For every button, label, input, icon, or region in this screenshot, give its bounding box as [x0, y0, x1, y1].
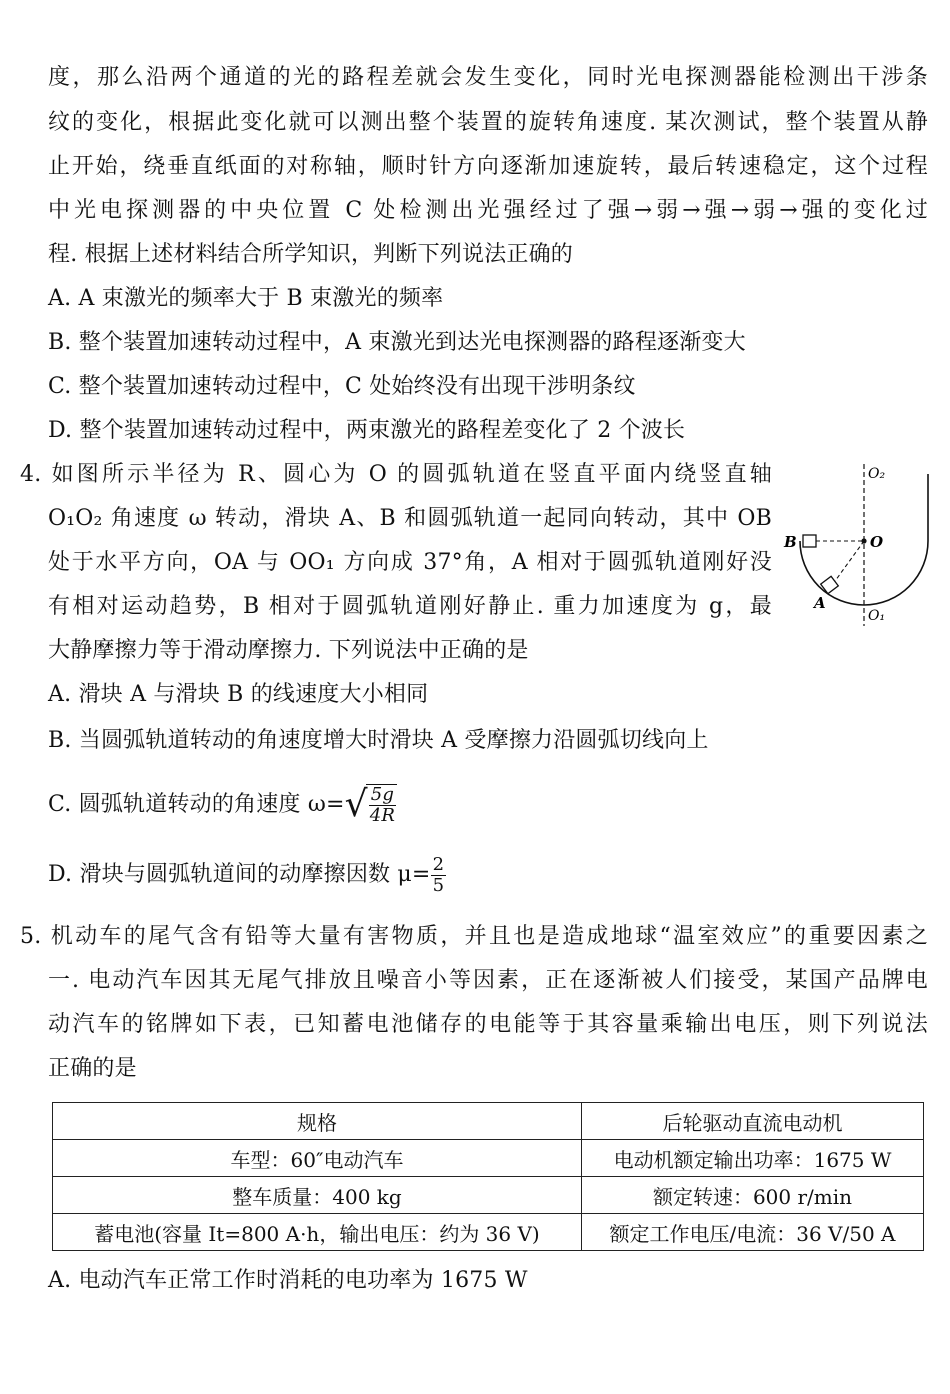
- q3-option-c: C. 整个装置加速转动过程中，C 处始终没有出现干涉明条纹: [48, 374, 636, 399]
- omega-fraction-denominator: 4R: [369, 805, 396, 826]
- q4-line-2: O₁O₂ 角速度 ω 转动，滑块 A、B 和圆弧轨道一起同向转动，其中 OB: [48, 506, 772, 531]
- intro-line-3: 止开始，绕垂直纸面的对称轴，顺时针方向逐渐加速旋转，最后转速稳定，这个过程: [48, 154, 928, 179]
- table-cell: 整车质量：400 kg: [53, 1177, 582, 1214]
- q4-option-d: [48, 852, 928, 898]
- label-A: A: [814, 594, 826, 612]
- table-row: [53, 1177, 924, 1214]
- q4-option-d-prefix: D. 滑块与圆弧轨道间的动摩擦因数 μ=: [48, 862, 431, 887]
- ev-spec-table: [52, 1102, 924, 1251]
- table-row: [53, 1140, 924, 1177]
- table-row: [53, 1214, 924, 1251]
- q5-line-1: 5. 机动车的尾气含有铅等大量有害物质，并且也是造成地球“温室效应”的重要因素之: [20, 924, 928, 949]
- intro-line-2: 纹的变化，根据此变化就可以测出整个装置的旋转角速度. 某次测试，整个装置从静: [48, 110, 928, 135]
- table-cell: 电动机额定输出功率：1675 W: [582, 1140, 924, 1177]
- mu-fraction-numerator: 2: [432, 853, 445, 875]
- q5-line-3: 动汽车的铭牌如下表，已知蓄电池储存的电能等于其容量乘输出电压，则下列说法: [48, 1012, 928, 1037]
- intro-line-4: 中光电探测器的中央位置 C 处检测出光强经过了强→弱→强→弱→强的变化过: [48, 198, 928, 223]
- table-cell: 额定工作电压/电流：36 V/50 A: [582, 1214, 924, 1251]
- table-cell: 额定转速：600 r/min: [582, 1177, 924, 1214]
- intro-line-5: 程. 根据上述材料结合所学知识，判断下列说法正确的: [48, 242, 573, 267]
- q4-option-c: [48, 782, 928, 828]
- q4-option-c-prefix: C. 圆弧轨道转动的角速度 ω=: [48, 792, 345, 817]
- table-header-motor: 后轮驱动直流电动机: [582, 1103, 924, 1140]
- intro-line-1: 度，那么沿两个通道的光的路程差就会发生变化，同时光电探测器能检测出干涉条: [48, 65, 928, 90]
- q5-option-a: A. 电动汽车正常工作时消耗的电功率为 1675 W: [48, 1268, 528, 1293]
- table-header-spec: 规格: [53, 1103, 582, 1140]
- omega-fraction-numerator: 5g: [370, 784, 395, 805]
- label-O: O: [870, 533, 884, 551]
- label-B: B: [784, 533, 797, 551]
- q4-line-3: 处于水平方向，OA 与 OO₁ 方向成 37°角，A 相对于圆弧轨道刚好没: [48, 550, 772, 575]
- label-O1: O₁: [868, 608, 886, 624]
- sqrt-expression: [345, 784, 398, 826]
- arc-track-diagram: [784, 460, 936, 630]
- block-B: [803, 535, 816, 547]
- table-cell: 车型：60″电动汽车: [53, 1140, 582, 1177]
- mu-fraction-denominator: 5: [432, 874, 445, 896]
- table-cell: 蓄电池(容量 It=800 A·h，输出电压：约为 36 V): [53, 1214, 582, 1251]
- q4-option-b: B. 当圆弧轨道转动的角速度增大时滑块 A 受摩擦力沿圆弧切线向上: [48, 728, 709, 753]
- radical-sign: √: [344, 784, 368, 825]
- q4-line-5: 大静摩擦力等于滑动摩擦力. 下列说法中正确的是: [48, 638, 529, 663]
- q3-option-a: A. A 束激光的频率大于 B 束激光的频率: [48, 286, 444, 311]
- q4-line-1: 4. 如图所示半径为 R、圆心为 O 的圆弧轨道在竖直平面内绕竖直轴: [20, 462, 772, 487]
- q5-line-4: 正确的是: [48, 1056, 137, 1081]
- q5-line-2: 一. 电动汽车因其无尾气排放且噪音小等因素，正在逐渐被人们接受，某国产品牌电: [48, 968, 928, 993]
- q4-option-a: A. 滑块 A 与滑块 B 的线速度大小相同: [48, 682, 429, 707]
- q3-option-d: D. 整个装置加速转动过程中，两束激光的路程差变化了 2 个波长: [48, 418, 686, 443]
- table-row: [53, 1103, 924, 1140]
- label-O2: O₂: [868, 466, 886, 482]
- q3-option-b: B. 整个装置加速转动过程中，A 束激光到达光电探测器的路程逐渐变大: [48, 330, 746, 355]
- q4-line-4: 有相对运动趋势，B 相对于圆弧轨道刚好静止. 重力加速度为 g，最: [48, 594, 772, 619]
